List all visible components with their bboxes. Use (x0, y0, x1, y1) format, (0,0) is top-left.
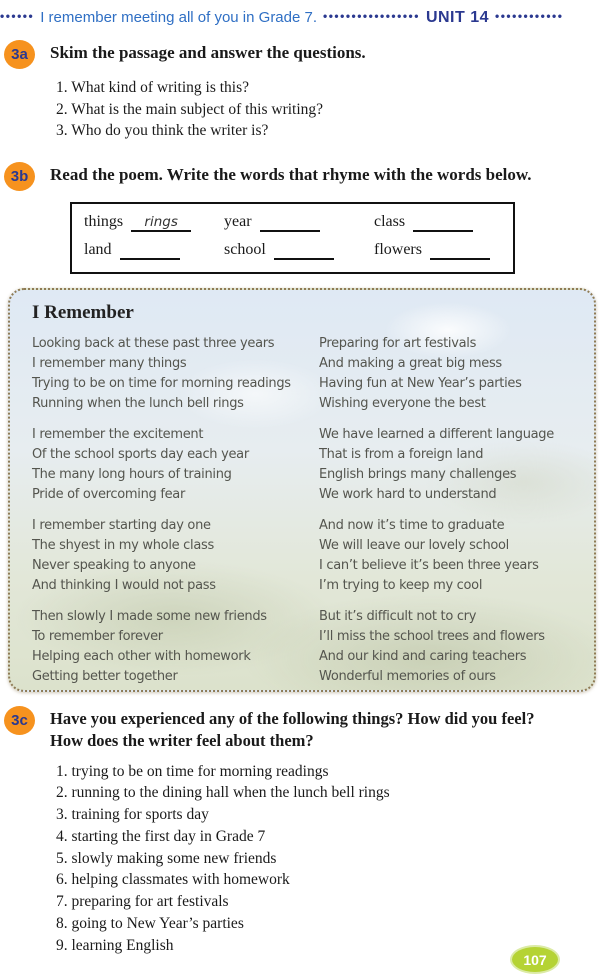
poem-panel (8, 288, 596, 692)
poem-line: I’m trying to keep my cool (319, 577, 483, 593)
section-3b-badge: 3b (4, 162, 35, 191)
poem-line: Never speaking to anyone (32, 557, 196, 573)
unit-subtitle: I remember meeting all of you in Grade 7. (40, 9, 318, 26)
poem-line: And making a great big mess (319, 355, 502, 371)
experience-item: 1. trying to be on time for morning readings (56, 762, 329, 780)
poem-line: And thinking I would not pass (32, 577, 216, 593)
rhyme-pair (224, 212, 374, 232)
section-3a-questions (50, 77, 596, 142)
rhyme-table (70, 202, 515, 274)
poem-title: I Remember (32, 301, 134, 323)
section-3c-title (50, 708, 596, 752)
experience-item: 7. preparing for art festivals (56, 893, 229, 911)
rhyme-word: year (224, 212, 252, 230)
question-item: 1. What kind of writing is this? (56, 79, 250, 96)
poem-stanza (319, 607, 578, 687)
poem-column-right (313, 334, 578, 692)
poem-line: Wonderful memories of ours (319, 668, 496, 684)
page-header (0, 0, 604, 26)
poem-line: But it’s difficult not to cry (319, 608, 477, 624)
rhyme-word: class (374, 212, 406, 230)
poem-line: I’ll miss the school trees and flowers (319, 628, 545, 644)
poem-line: Preparing for art festivals (319, 335, 477, 351)
rhyme-word: land (84, 240, 112, 258)
rhyme-pair (374, 212, 501, 232)
poem-stanza (32, 334, 313, 414)
poem-stanza (319, 334, 578, 414)
poem-column-left (26, 334, 313, 692)
experience-item: 4. starting the first day in Grade 7 (56, 827, 266, 845)
section-3b (0, 164, 604, 274)
experience-item: 9. learning English (56, 936, 174, 954)
poem-line: The many long hours of training (32, 466, 232, 482)
rhyme-pair (374, 240, 501, 260)
section-3c (0, 708, 604, 957)
rhyme-word: things (84, 212, 124, 230)
experience-item: 5. slowly making some new friends (56, 849, 277, 867)
poem-line: Looking back at these past three years (32, 335, 275, 351)
poem-line: I remember many things (32, 355, 187, 371)
experience-item: 8. going to New Year’s parties (56, 915, 244, 933)
poem-stanza (32, 425, 313, 505)
poem-line: And our kind and caring teachers (319, 648, 527, 664)
rhyme-answer-blank (260, 213, 320, 232)
poem-line: I can’t believe it’s been three years (319, 557, 539, 573)
poem-stanza (32, 516, 313, 596)
poem-line: Then slowly I made some new friends (32, 608, 267, 624)
poem-line: Having fun at New Year’s parties (319, 375, 522, 391)
poem-line: I remember starting day one (32, 517, 211, 533)
rhyme-pair (84, 240, 224, 260)
section-3a-title: Skim the passage and answer the questions. (50, 43, 366, 62)
page-number-badge: 107 (512, 947, 558, 972)
experience-item: 3. training for sports day (56, 806, 209, 824)
question-item: 3. Who do you think the writer is? (56, 122, 269, 139)
section-title-line: Have you experienced any of the following things? How did you feel? (50, 708, 535, 728)
rhyme-word: school (224, 240, 266, 258)
section-title-line: How does the writer feel about them? (50, 730, 314, 750)
poem-line: Pride of overcoming fear (32, 486, 186, 502)
experience-item: 6. helping classmates with homework (56, 871, 290, 889)
unit-label: UNIT 14 (425, 8, 490, 26)
experience-item: 2. running to the dining hall when the lunch bell rings (56, 784, 390, 802)
poem-line: That is from a foreign land (319, 446, 484, 462)
poem-line: Trying to be on time for morning readings (32, 375, 291, 391)
poem-line: Helping each other with homework (32, 648, 251, 664)
rhyme-word: flowers (374, 240, 422, 258)
rhyme-answer-blank (430, 241, 490, 260)
poem-line: Getting better together (32, 668, 178, 684)
section-3a-badge: 3a (4, 40, 35, 69)
rhyme-pair (84, 212, 224, 232)
rhyme-answer-blank (120, 241, 180, 260)
question-item: 2. What is the main subject of this writing? (56, 100, 324, 118)
section-3b-title: Read the poem. Write the words that rhyme with the words below. (50, 164, 532, 184)
poem-line: We will leave our lovely school (319, 537, 509, 553)
poem-line: We work hard to understand (319, 486, 497, 502)
rhyme-pair (224, 240, 374, 260)
poem-line: Running when the lunch bell rings (32, 395, 244, 411)
poem-line: To remember forever (32, 628, 163, 644)
rhyme-answer-blank: rings (131, 213, 191, 232)
poem-line: I remember the excitement (32, 426, 204, 442)
poem-stanza (319, 425, 578, 505)
section-3a (0, 42, 604, 142)
poem-line: Wishing everyone the best (319, 395, 486, 411)
header-dots-right: •••••••••••• (495, 8, 564, 23)
poem-line: Of the school sports day each year (32, 446, 249, 462)
header-dots-middle: ••••••••••••••••• (323, 8, 420, 23)
poem-line: English brings many challenges (319, 466, 517, 482)
rhyme-answer-blank (274, 241, 334, 260)
header-dots-left: •••••• (0, 8, 35, 23)
poem-line: The shyest in my whole class (32, 537, 214, 553)
poem-line: And now it’s time to graduate (319, 517, 505, 533)
section-3c-badge: 3c (4, 706, 35, 735)
poem-line: We have learned a different language (319, 426, 554, 442)
poem-stanza (319, 516, 578, 596)
rhyme-answer-blank (413, 213, 473, 232)
section-3c-items (50, 761, 596, 957)
poem-stanza (32, 607, 313, 687)
